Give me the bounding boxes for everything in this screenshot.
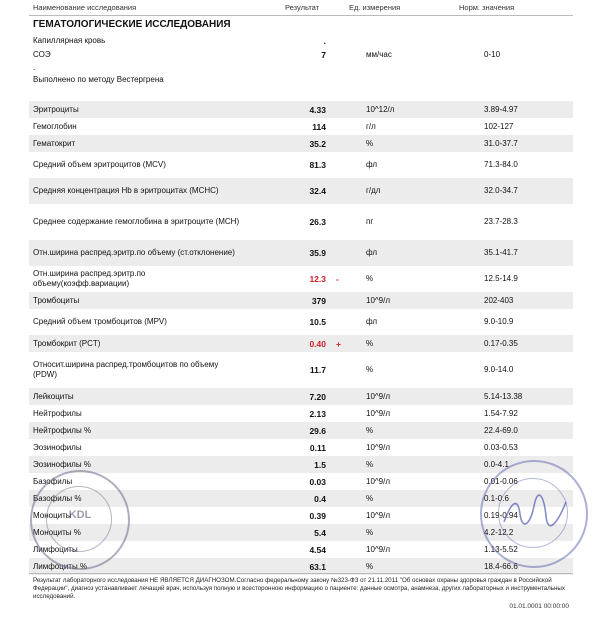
table-row <box>29 118 573 135</box>
table-row <box>29 73 573 87</box>
table-row <box>29 352 573 388</box>
test-result: 114 <box>312 121 326 132</box>
table-row <box>29 335 573 352</box>
test-result: 5.4 <box>247 524 332 541</box>
lab-seal-stamp <box>30 470 130 570</box>
test-result: 379 <box>247 292 332 309</box>
test-result: 81.3 <box>309 160 326 170</box>
test-unit <box>362 87 480 101</box>
test-norm: 32.0-34.7 <box>480 178 573 204</box>
test-unit: % <box>362 558 480 575</box>
test-name: Отн.ширина распред.эритр.по объему(коэфф.вариации) <box>33 269 146 288</box>
test-name: Тромбоциты <box>29 292 247 309</box>
test-result: 35.9 <box>247 240 332 266</box>
test-flag <box>332 204 362 240</box>
test-result <box>247 87 332 101</box>
test-flag <box>332 34 362 47</box>
test-flag <box>332 178 362 204</box>
test-unit: % <box>362 422 480 439</box>
test-norm: 71.3-84.0 <box>484 160 518 169</box>
section-title: ГЕМАТОЛОГИЧЕСКИЕ ИССЛЕДОВАНИЯ <box>33 19 231 30</box>
test-result <box>247 63 332 73</box>
test-result: 0.39 <box>309 510 326 521</box>
test-flag <box>332 456 362 473</box>
test-norm: 35.1-41.7 <box>480 240 573 266</box>
test-unit: 10^9/л <box>366 408 390 418</box>
test-flag <box>332 524 362 541</box>
table-row <box>29 439 573 456</box>
table-row <box>29 135 573 152</box>
test-result: 0.03 <box>309 476 326 487</box>
test-norm <box>480 34 573 47</box>
test-flag <box>332 118 362 135</box>
test-flag <box>332 135 362 152</box>
footer-date: 01.01.0001 00:00:00 <box>509 603 569 610</box>
test-norm <box>480 87 573 101</box>
test-norm <box>480 63 573 73</box>
test-norm: 18.4-66.6 <box>480 558 573 575</box>
table-row <box>29 87 573 101</box>
test-name: Отн.ширина распред.эритр.по объему (ст.отклонение) <box>29 240 247 266</box>
test-norm: 9.0-14.0 <box>484 365 514 374</box>
test-flag <box>332 309 362 335</box>
table-row <box>29 240 573 266</box>
test-norm: 9.0-10.9 <box>484 317 514 326</box>
test-unit: 10^9/л <box>362 388 480 405</box>
test-flag <box>332 507 362 524</box>
test-name: Средний объем тромбоцитов (MPV) <box>33 317 167 326</box>
test-result: 7.20 <box>247 388 332 405</box>
test-name: . <box>33 63 36 72</box>
test-result: 12.3 <box>309 274 326 284</box>
test-flag <box>332 152 362 178</box>
test-unit: 10^12/л <box>362 101 480 118</box>
test-norm <box>480 73 573 87</box>
test-name: Моноциты <box>33 510 72 520</box>
header-name: Наименование исследования <box>33 3 137 12</box>
test-name: Лимфоциты % <box>29 558 247 575</box>
test-result: 32.4 <box>247 178 332 204</box>
test-unit: % <box>366 365 374 374</box>
test-unit <box>362 73 480 87</box>
table-row <box>29 204 573 240</box>
test-flag <box>332 292 362 309</box>
test-flag <box>332 541 362 558</box>
test-unit: % <box>362 456 480 473</box>
header-result: Результат <box>285 3 320 12</box>
test-unit: мм/час <box>366 50 392 59</box>
test-unit: пг <box>366 217 374 226</box>
test-name: Моноциты % <box>29 524 247 541</box>
test-unit <box>362 63 480 73</box>
test-name: Средняя концентрация Hb в эритроцитах (MCHC) <box>29 178 247 204</box>
test-unit: фл <box>366 160 378 169</box>
test-unit: 10^9/л <box>362 292 480 309</box>
test-norm: 5.14-13.38 <box>480 388 573 405</box>
test-norm: 4.2-12.2 <box>480 524 573 541</box>
test-unit: фл <box>366 317 378 326</box>
test-result: 0.4 <box>247 490 332 507</box>
test-result: 4.33 <box>247 101 332 118</box>
test-name: СОЭ <box>33 50 51 59</box>
test-flag <box>332 47 362 63</box>
test-unit: % <box>366 274 374 283</box>
table-row <box>29 388 573 405</box>
footer-note: Результат лабораторного исследования НЕ ЯВЛЯЕТСЯ ДИАГНОЗОМ.Согласно федеральному закону №323-ФЗ от 21.11.2011 "Об основах охраны здоровья граждан в Российской Федерации", диагноз устанавливает лечащий врач, используя полную и всесторонною информацию о пациенте: данные осмотра, анамнеза, других лабораторных и инструментальных исследований. <box>29 573 573 604</box>
test-result: 63.1 <box>247 558 332 575</box>
test-result: 35.2 <box>247 135 332 152</box>
test-name: Относит.ширина распред.тромбоцитов по объему (PDW) <box>33 360 219 379</box>
test-flag <box>332 388 362 405</box>
test-name <box>29 87 247 101</box>
test-result: 1.5 <box>247 456 332 473</box>
test-flag <box>332 63 362 73</box>
test-norm: 1.13-5.52 <box>484 544 518 554</box>
test-name: Нейтрофилы % <box>29 422 247 439</box>
test-result: . <box>323 35 326 46</box>
doctor-seal-stamp <box>480 460 588 568</box>
test-norm: 3.89-4.97 <box>480 101 573 118</box>
test-flag <box>332 405 362 422</box>
test-norm: 0.03-0.53 <box>484 442 518 452</box>
test-norm: 23.7-28.3 <box>484 217 518 226</box>
seal-logo-text: KDL <box>68 509 92 521</box>
signature-icon <box>500 492 570 532</box>
test-unit: 10^9/л <box>366 544 390 554</box>
table-row <box>29 63 573 73</box>
table-row <box>29 405 573 422</box>
test-unit: % <box>362 524 480 541</box>
test-norm: 0.0-4.1 <box>480 456 573 473</box>
test-unit: 10^9/л <box>366 442 390 452</box>
test-name: Гемоглобин <box>33 121 77 131</box>
test-result: 0.11 <box>309 442 326 453</box>
table-row <box>29 47 573 63</box>
test-unit: 10^9/л <box>366 510 390 520</box>
test-unit: г/л <box>366 121 376 131</box>
test-name: Лейкоциты <box>29 388 247 405</box>
test-result: 0.40 <box>247 335 332 352</box>
test-flag: + <box>332 335 362 352</box>
test-unit: 10^9/л <box>366 476 390 486</box>
table-row <box>29 309 573 335</box>
test-unit: % <box>362 335 480 352</box>
table-row <box>29 292 573 309</box>
test-name: Тромбокрит (PCT) <box>29 335 247 352</box>
test-name: Средний объем эритроцитов (MCV) <box>33 160 166 169</box>
test-name: Базофилы % <box>29 490 247 507</box>
test-name: Базофилы <box>33 476 73 486</box>
test-norm: 0.17-0.35 <box>480 335 573 352</box>
test-norm: 202-403 <box>480 292 573 309</box>
test-flag: - <box>336 274 339 284</box>
test-result <box>247 73 332 87</box>
test-norm: 1.54-7.92 <box>484 408 518 418</box>
test-unit: г/дл <box>362 178 480 204</box>
header-unit: Ед. измерения <box>349 3 401 12</box>
test-norm: 0.01-0.06 <box>484 476 518 486</box>
table-row <box>29 34 573 47</box>
table-row <box>29 266 573 292</box>
test-norm: 12.5-14.9 <box>484 274 518 283</box>
header-norm: Норм. значения <box>459 3 515 12</box>
test-flag <box>332 422 362 439</box>
test-flag <box>332 240 362 266</box>
test-flag <box>332 490 362 507</box>
test-flag <box>332 101 362 118</box>
test-norm: 0.19-0.94 <box>484 510 518 520</box>
test-flag <box>332 87 362 101</box>
test-name: Лимфоциты <box>33 544 78 554</box>
table-row <box>29 456 573 473</box>
test-name: Эритроциты <box>29 101 247 118</box>
test-result: 29.6 <box>247 422 332 439</box>
test-result: 4.54 <box>309 544 326 555</box>
test-name: Эозинофилы <box>33 442 82 452</box>
test-norm: 0-10 <box>484 50 501 59</box>
test-name: Капиллярная кровь <box>33 35 106 45</box>
test-norm: 31.0-37.7 <box>480 135 573 152</box>
test-flag <box>332 439 362 456</box>
test-flag <box>332 73 362 87</box>
test-unit <box>362 34 480 47</box>
test-unit: % <box>362 490 480 507</box>
test-unit: % <box>362 135 480 152</box>
test-name: Среднее содержание гемоглобина в эритроците (MCH) <box>33 217 240 226</box>
table-row <box>29 422 573 439</box>
test-flag <box>332 352 362 388</box>
test-norm: 102-127 <box>484 121 514 131</box>
table-header <box>29 0 573 16</box>
table-row <box>29 152 573 178</box>
test-result: 7 <box>321 50 326 60</box>
test-result: 10.5 <box>309 317 326 327</box>
test-result: 2.13 <box>309 408 326 419</box>
test-result: 11.7 <box>309 365 326 375</box>
test-norm: 22.4-69.0 <box>480 422 573 439</box>
test-name: Нейтрофилы <box>33 408 82 418</box>
test-norm: 0.1-0.6 <box>480 490 573 507</box>
table-row <box>29 178 573 204</box>
test-name: Гематокрит <box>29 135 247 152</box>
test-result: 26.3 <box>309 217 326 227</box>
test-name: Эозинофилы % <box>29 456 247 473</box>
table-row <box>29 101 573 118</box>
test-flag <box>332 473 362 490</box>
test-unit: фл <box>362 240 480 266</box>
test-name: Выполнено по методу Вестергрена <box>33 75 164 84</box>
